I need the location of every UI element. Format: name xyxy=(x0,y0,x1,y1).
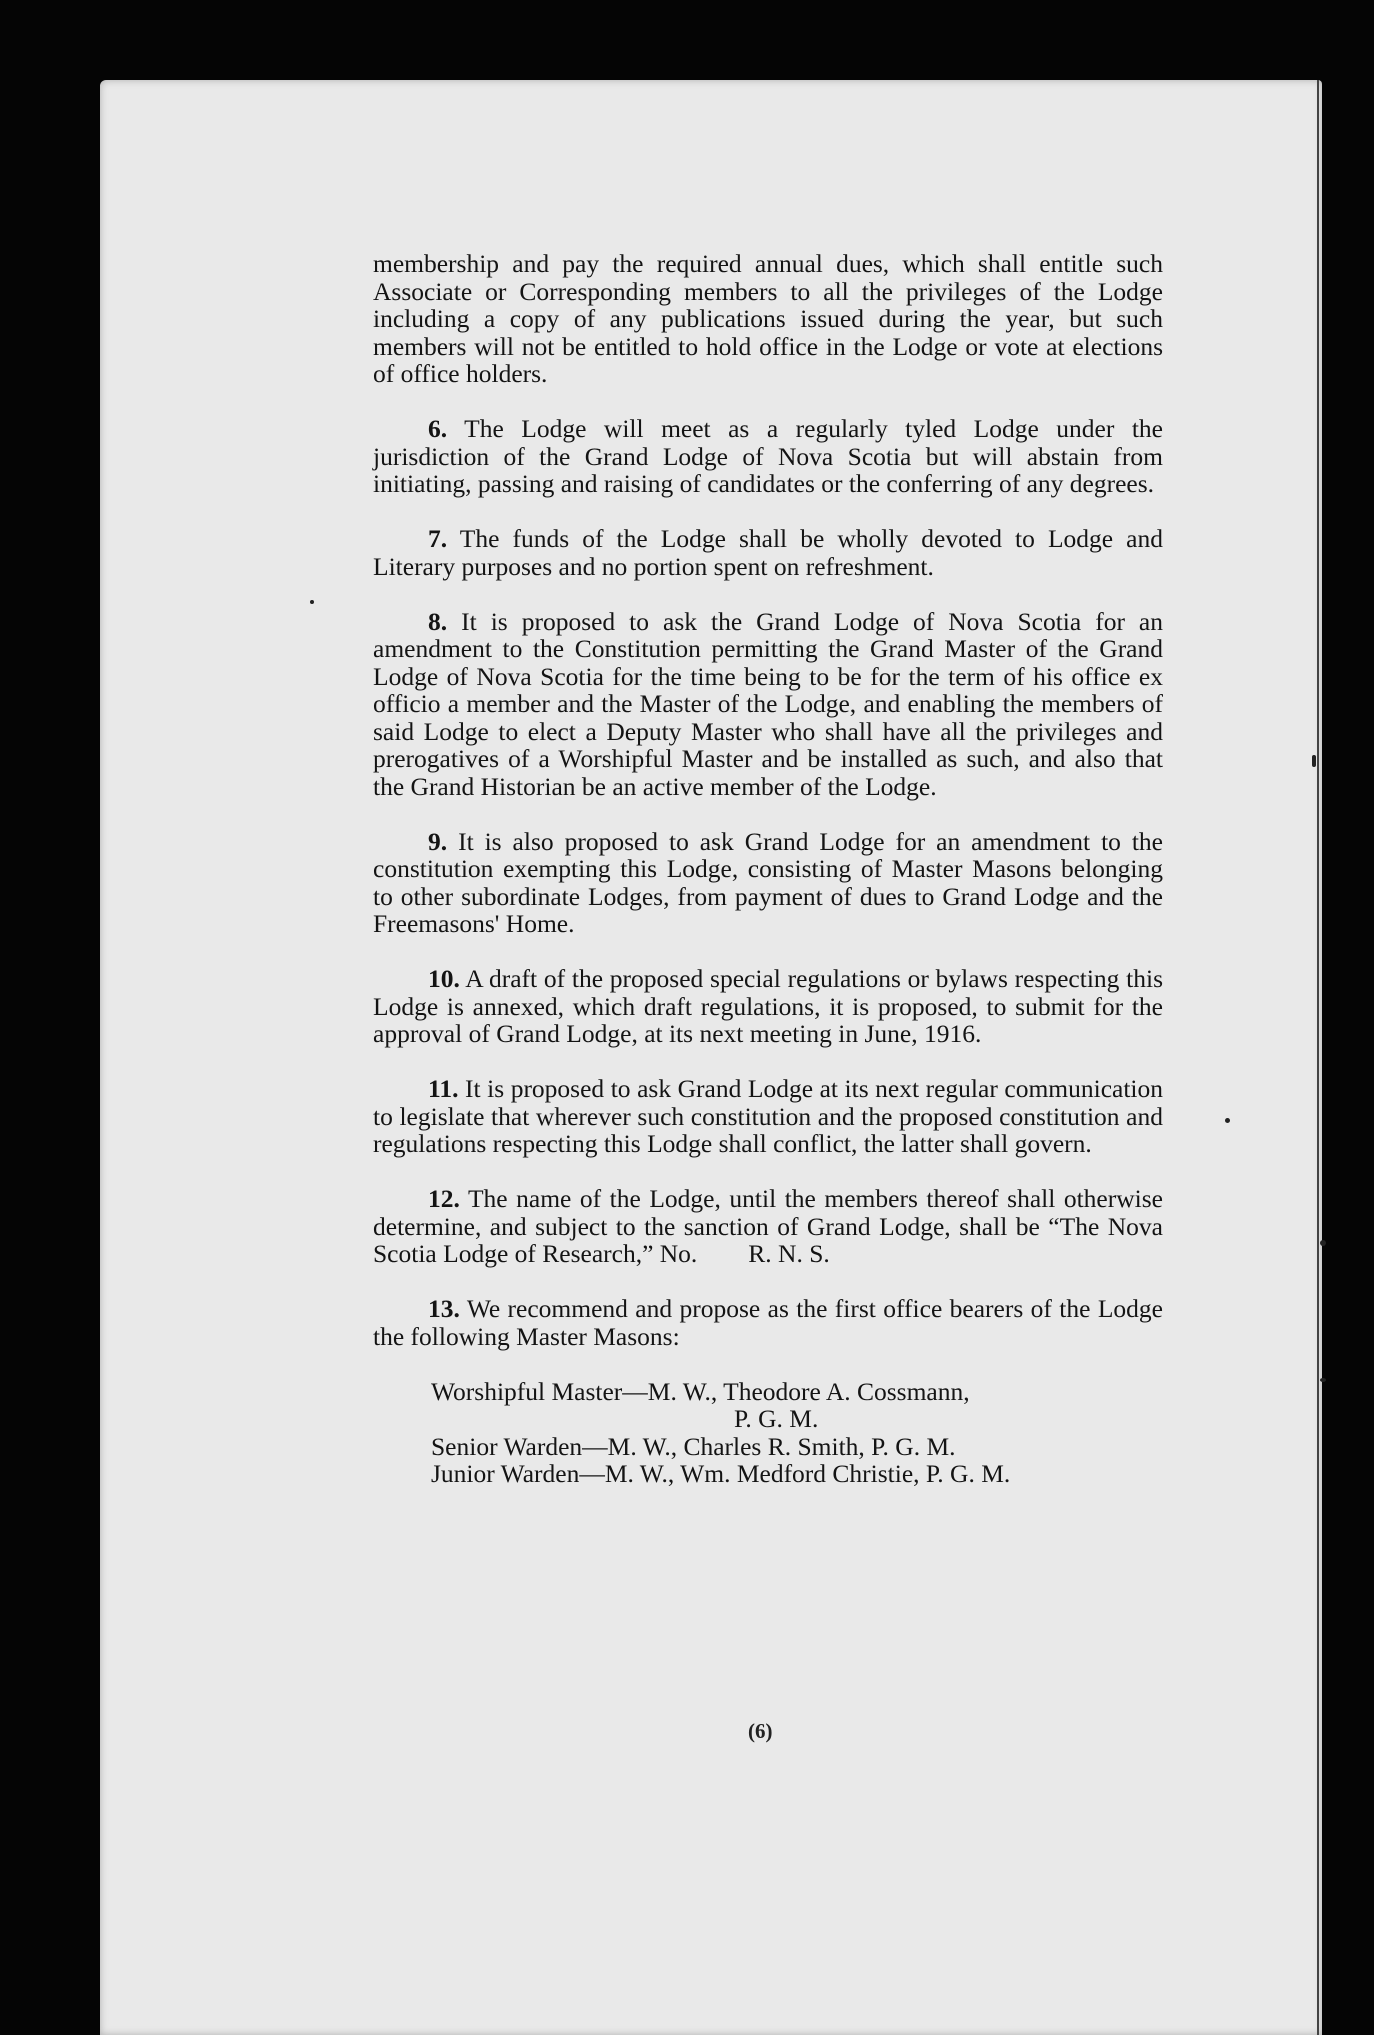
paragraph-text: membership and pay the required annual dues, which shall entitle such Associate or Corresponding members to all the privileges of the Lodge including a copy of any publications issued during the year, but such members will not be entitled to hold office in the Lodge or vote at elections of office holders. xyxy=(373,249,1163,388)
scan-speck xyxy=(1320,1240,1326,1246)
paragraph-11 xyxy=(373,1075,1163,1158)
paragraph-text: It is proposed to ask the Grand Lodge of Nova Scotia for an amendment to the Constitution permitting the Grand Master of the Grand Lodge of Nova Scotia for the time being to be for the term of his office ex officio a member and the Master of the Lodge, and enabling the members of said Lodge to elect a Deputy Master who shall have all the privileges and prerogatives of a Worshipful Master and be installed as such, and also that the Grand Historian be an active member of the Lodge. xyxy=(373,606,1163,801)
paragraph-13 xyxy=(373,1295,1163,1350)
paragraph-text: The Lodge will meet as a regularly tyled Lodge under the jurisdiction of the Grand Lodge of Nova Scotia but will abstain from initiating, passing and raising of candidates or the conferring of any degrees. xyxy=(373,414,1163,498)
paragraph-text: A draft of the proposed special regulations or bylaws respecting this Lodge is annexed, which draft regulations, it is proposed, to submit for the approval of Grand Lodge, at its next meeting in June, 1916. xyxy=(373,964,1164,1048)
scan-speck xyxy=(1225,1118,1230,1123)
paragraph-text: It is proposed to ask Grand Lodge at its next regular communication to legislate that wherever such constitution and the proposed constitution and regulations respecting this Lodge shall conflict, the latter shall govern. xyxy=(373,1074,1163,1158)
office-bearer-senior-warden: Senior Warden—M. W., Charles R. Smith, P. G. M. xyxy=(431,1431,956,1461)
paragraph-6 xyxy=(373,415,1163,498)
document-body xyxy=(373,250,1163,1488)
page-edge-shadow xyxy=(1317,80,1319,2035)
scan-speck xyxy=(310,600,314,604)
office-bearer-worshipful-master: Worshipful Master—M. W., Theodore A. Cossmann, xyxy=(431,1376,970,1406)
paragraph-number: 10. xyxy=(428,964,460,993)
paragraph-7 xyxy=(373,525,1163,580)
paragraph-number: 6. xyxy=(428,414,448,443)
office-bearer-junior-warden: Junior Warden—M. W., Wm. Medford Christie, P. G. M. xyxy=(431,1459,1011,1488)
scan-speck xyxy=(1320,1378,1326,1382)
office-bearer-continuation: P. G. M. xyxy=(734,1404,819,1433)
paragraph-text: We recommend and propose as the first office bearers of the Lodge the following Master Masons: xyxy=(373,1294,1163,1351)
paragraph-number: 9. xyxy=(428,826,448,856)
paragraph-text: It is also proposed to ask Grand Lodge for an amendment to the constitution exempting this Lodge, consisting of Master Masons belonging to other subordinate Lodges, from payment of dues to Grand Lodge and the Freemasons' Home. xyxy=(373,826,1164,938)
scan-speck xyxy=(1312,755,1316,767)
paragraph-number: 11. xyxy=(428,1074,459,1103)
paragraph-text: The funds of the Lodge shall be wholly devoted to Lodge and Literary purposes and no portion spent on refreshment. xyxy=(373,524,1163,581)
paragraph-text: The name of the Lodge, until the members thereof shall otherwise determine, and subject to the sanction of Grand Lodge, shall be “The Nova Scotia Lodge of Research,” No. R. N. S. xyxy=(373,1184,1163,1268)
page-number: (6) xyxy=(748,1719,773,1743)
paragraph-continued xyxy=(373,250,1163,388)
paragraph-number: 12. xyxy=(428,1184,460,1213)
paragraph-number: 13. xyxy=(428,1294,460,1323)
paragraph-8 xyxy=(373,608,1163,801)
paragraph-number: 8. xyxy=(428,606,448,636)
paragraph-number: 7. xyxy=(428,524,448,553)
paragraph-9 xyxy=(373,828,1163,938)
paragraph-12 xyxy=(373,1185,1163,1268)
office-bearers-list xyxy=(431,1378,1163,1488)
paragraph-10 xyxy=(373,965,1163,1048)
